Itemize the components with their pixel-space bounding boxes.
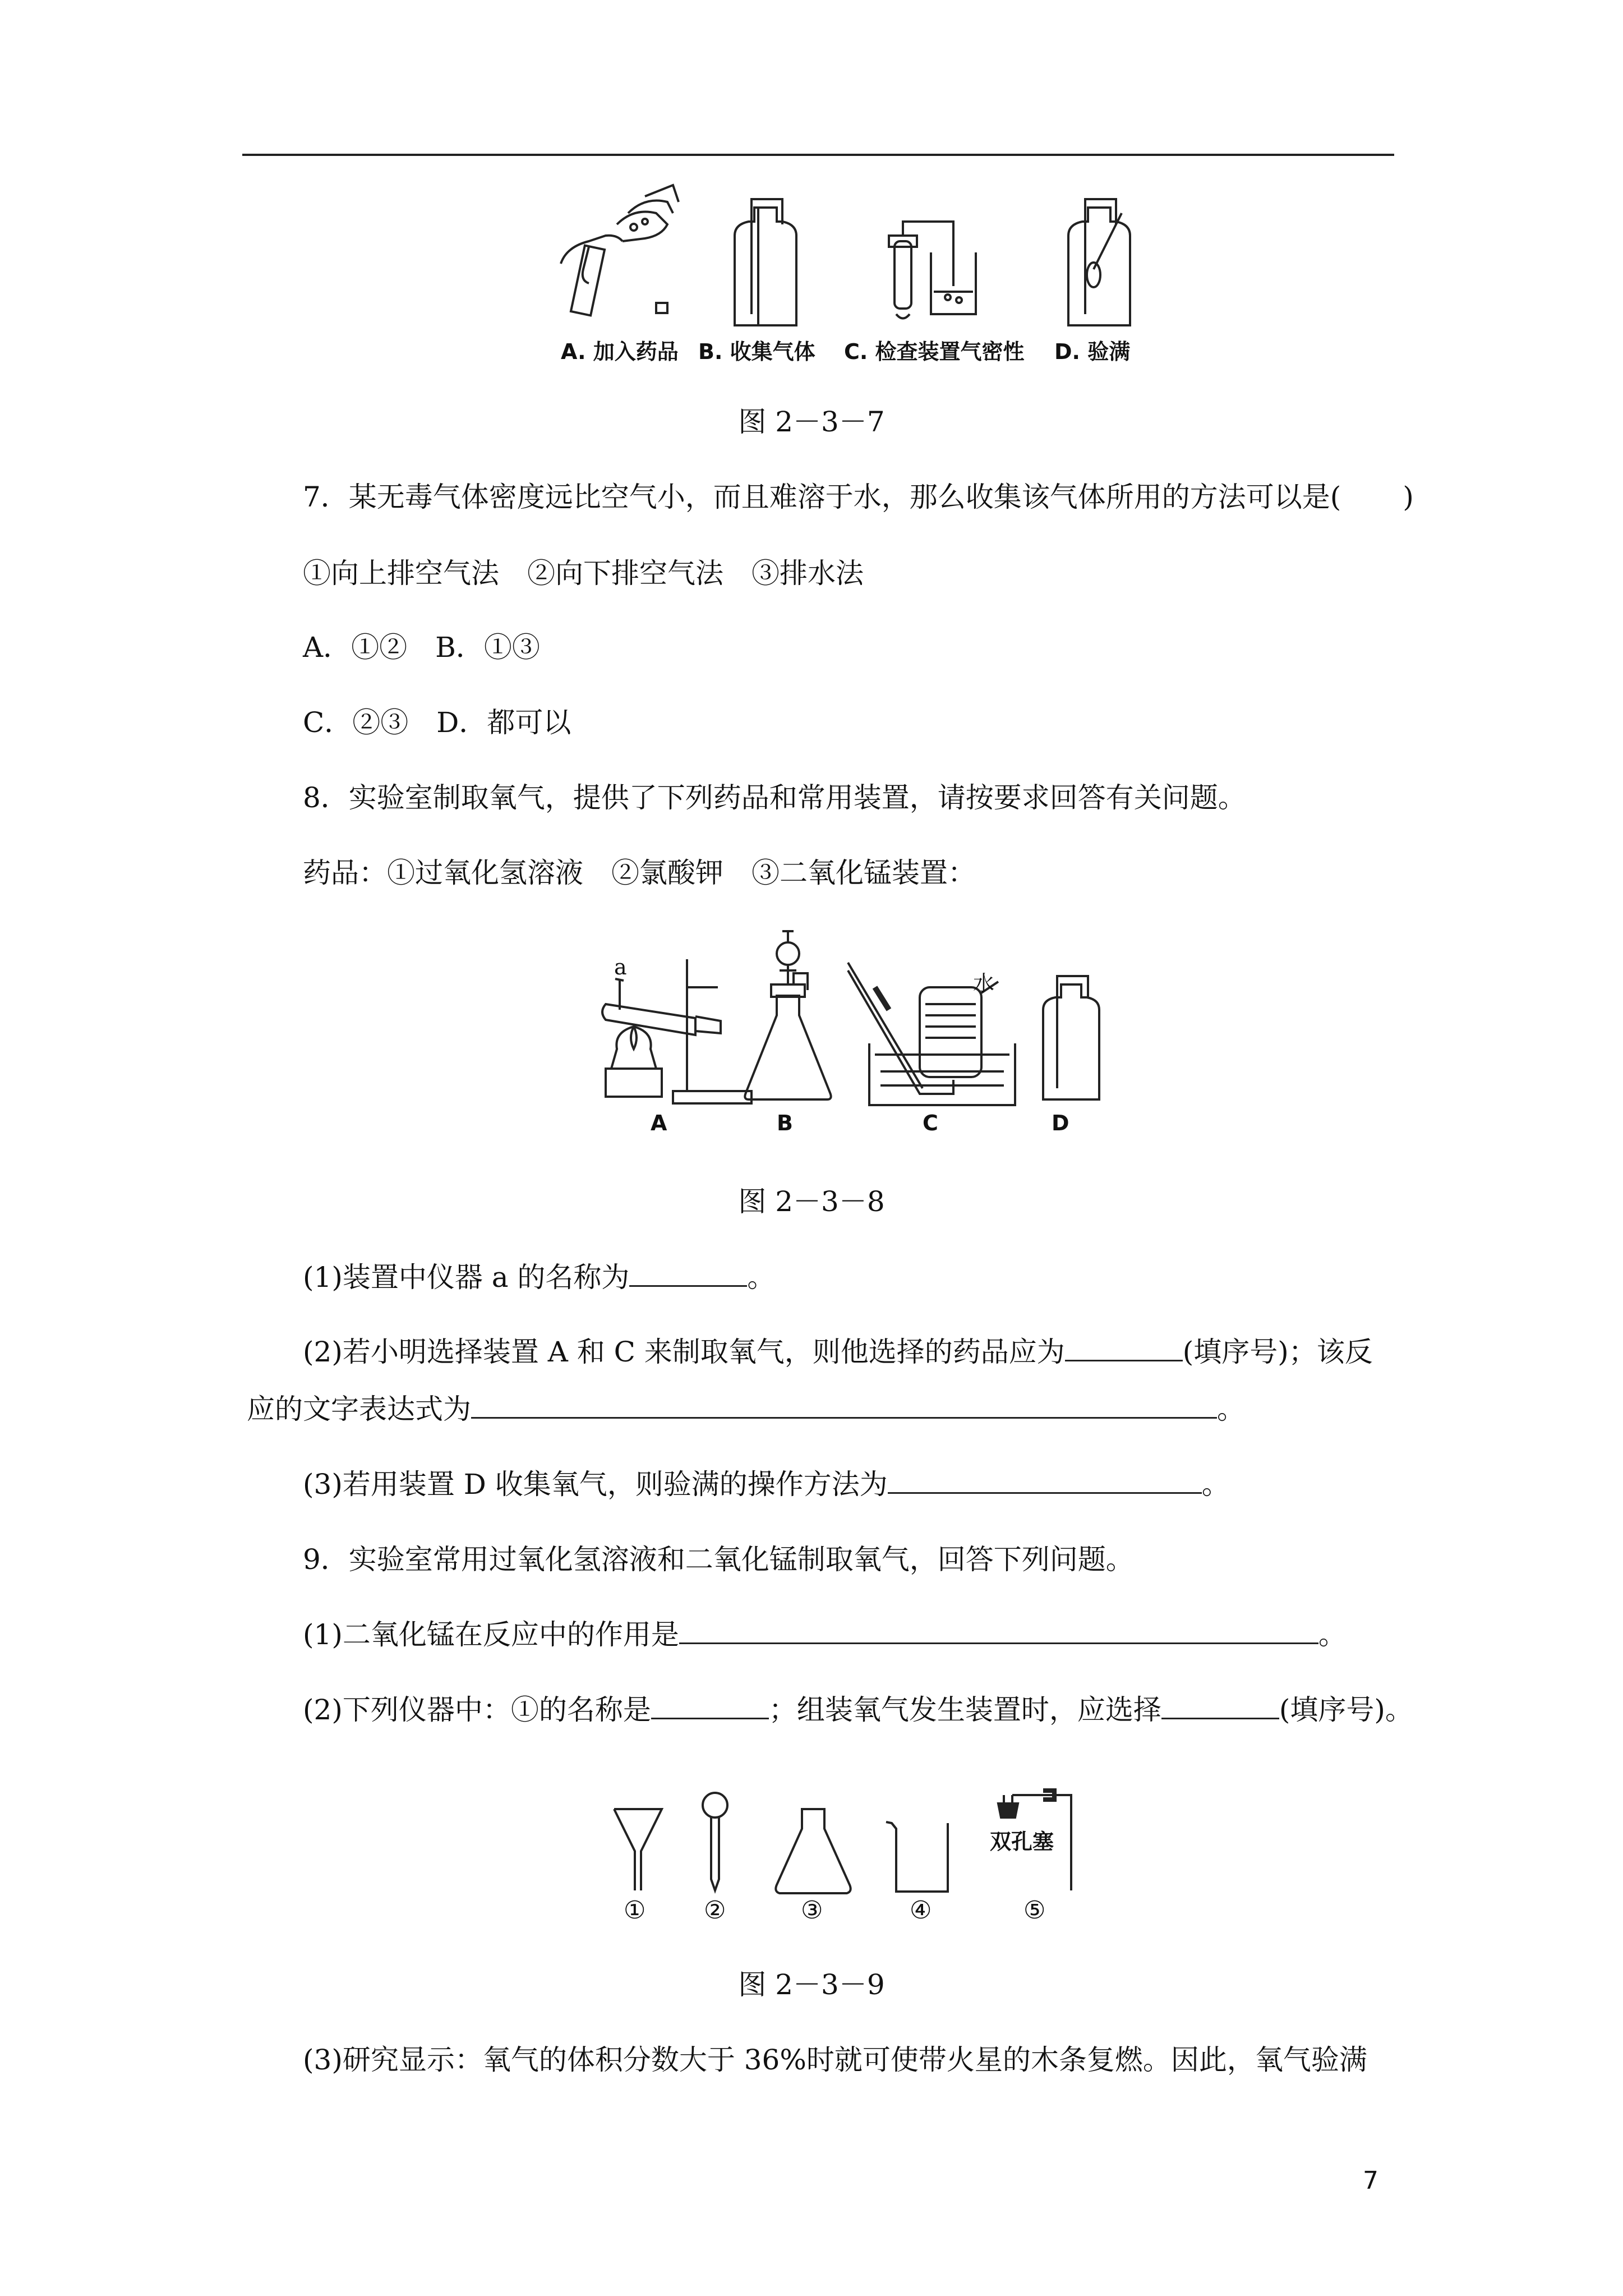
q8-p2-text: (2)若小明选择装置 A 和 C 来制取氧气，则他选择的药品应为 — [303, 1336, 1065, 1368]
fig7-label-a: A. 加入药品 — [561, 339, 679, 364]
fig8-label-a: A — [651, 1111, 667, 1135]
figure-2-3-8-caption: 图 2－3－8 — [738, 1185, 885, 1218]
q8-p2-text-b: (填序号)；该反 — [1182, 1336, 1373, 1368]
fig8-label-c: C — [923, 1111, 938, 1135]
q8-p2-end: 。 — [1217, 1393, 1245, 1425]
fig9-label-3: ③ — [801, 1896, 823, 1925]
fig9-label-5: ⑤ — [1023, 1896, 1046, 1925]
q7-choices-cd: C．②③ D．都可以 — [303, 706, 571, 739]
q8-p3-end: 。 — [1201, 1468, 1230, 1501]
q9-p2-text-b: ；组装氧气发生装置时，应选择 — [768, 1694, 1161, 1726]
q8-stem: 8．实验室制取氧气，提供了下列药品和常用装置，请按要求回答有关问题。 — [303, 781, 1246, 814]
q8-drugs: 药品：①过氧化氢溶液 ②氯酸钾 ③二氧化锰装置： — [303, 857, 976, 889]
q9-p2-text: (2)下列仪器中：①的名称是 — [303, 1694, 651, 1726]
fig8-label-b: B — [777, 1111, 793, 1135]
q8-p1-end: 。 — [747, 1261, 776, 1294]
page-number: 7 — [1363, 2166, 1378, 2195]
fig7-label-d: D. 验满 — [1054, 339, 1131, 364]
fig8-tag-a: a — [614, 955, 627, 979]
fig9-label-1: ① — [624, 1896, 646, 1925]
fig8-label-d: D — [1052, 1111, 1069, 1135]
fig9-label-4: ④ — [910, 1896, 932, 1925]
figure-2-3-9-caption: 图 2－3－9 — [738, 1968, 885, 2001]
q9-part3: (3)研究显示：氧气的体积分数大于 36%时就可使带火星的木条复燃。因此，氧气验满 — [303, 2044, 1367, 2076]
figure-2-3-7-caption: 图 2－3－7 — [738, 406, 885, 438]
q7-stem-text: 7．某无毒气体密度远比空气小，而且难溶于水，那么收集该气体所用的方法可以是( — [303, 481, 1341, 513]
q9-p1-text: (1)二氧化锰在反应中的作用是 — [303, 1618, 679, 1651]
fig8-tag-water: 水 — [973, 971, 995, 996]
q8-p3-text: (3)若用装置 D 收集氧气，则验满的操作方法为 — [303, 1468, 888, 1501]
fig9-stopper-label: 双孔塞 — [990, 1829, 1054, 1854]
q8-p1-text: (1)装置中仪器 a 的名称为 — [303, 1261, 630, 1294]
q9-p1-end: 。 — [1318, 1618, 1347, 1651]
q7-methods: ①向上排空气法 ②向下排空气法 ③排水法 — [303, 557, 864, 590]
q7-choices-ab: A．①② B．①③ — [303, 631, 540, 664]
fig9-label-2: ② — [704, 1896, 726, 1925]
q7-stem-close: ) — [1403, 481, 1414, 513]
fig7-label-b: B. 收集气体 — [698, 339, 815, 364]
q8-p2-text-c: 应的文字表达式为 — [247, 1393, 471, 1425]
fig7-label-c: C. 检查装置气密性 — [844, 339, 1025, 364]
q9-stem: 9．实验室常用过氧化氢溶液和二氧化锰制取氧气，回答下列问题。 — [303, 1543, 1134, 1576]
q9-p2-end: (填序号)。 — [1279, 1694, 1413, 1726]
